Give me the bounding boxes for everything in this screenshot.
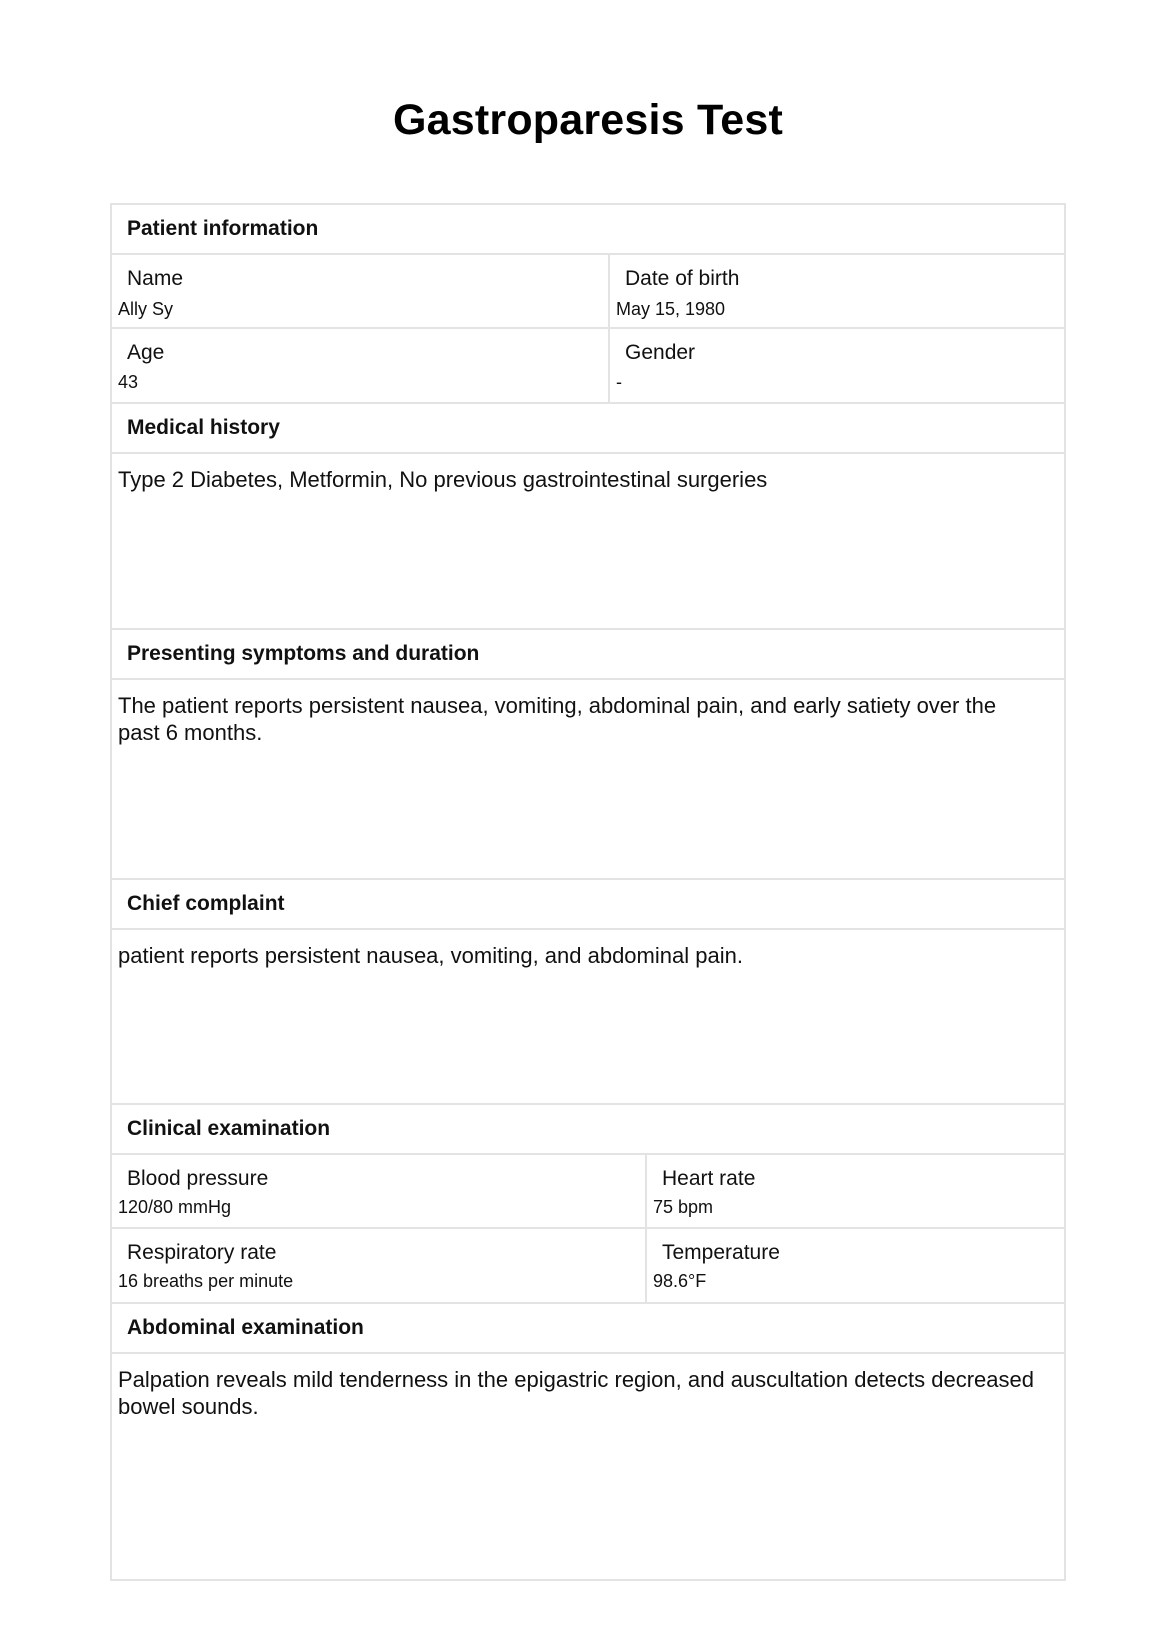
dob-label: Date of birth	[625, 267, 740, 290]
page-title: Gastroparesis Test	[393, 96, 783, 144]
age-label: Age	[127, 341, 165, 364]
respiratory-rate-label: Respiratory rate	[127, 1241, 277, 1264]
blood-pressure-value: 120/80 mmHg	[118, 1197, 232, 1217]
gender-value: -	[616, 372, 622, 392]
presenting-symptoms-text: The patient reports persistent nausea, vomiting, abdominal pain, and early satiety over the past 6 months.	[118, 693, 997, 745]
chief-complaint-text: patient reports persistent nausea, vomiting, and abdominal pain.	[118, 943, 743, 968]
dob-value: May 15, 1980	[616, 299, 726, 319]
respiratory-rate-value: 16 breaths per minute	[118, 1271, 294, 1291]
name-value: Ally Sy	[118, 299, 174, 319]
dob-field[interactable]	[608, 255, 1064, 327]
heart-rate-field[interactable]	[645, 1155, 1064, 1227]
clinical-examination-header: Clinical examination	[112, 1105, 1064, 1155]
heart-rate-value: 75 bpm	[653, 1197, 714, 1217]
medical-history-header: Medical history	[112, 404, 1064, 454]
medical-history-text: Type 2 Diabetes, Metformin, No previous gastrointestinal surgeries	[118, 467, 768, 492]
chief-complaint-header: Chief complaint	[112, 880, 1064, 930]
bp-hr-row	[112, 1155, 1064, 1229]
abdominal-examination-header: Abdominal examination	[112, 1304, 1064, 1354]
gender-label: Gender	[625, 341, 696, 364]
abdominal-examination-text: Palpation reveals mild tenderness in the epigastric region, and auscultation detects decreased bowel sounds.	[118, 1367, 1034, 1419]
abdominal-examination-field[interactable]	[112, 1354, 1064, 1579]
temperature-label: Temperature	[662, 1241, 780, 1264]
presenting-symptoms-field[interactable]	[112, 680, 1064, 880]
temperature-field[interactable]	[645, 1229, 1064, 1302]
name-label: Name	[127, 267, 184, 290]
age-field[interactable]	[112, 329, 608, 402]
gender-field[interactable]	[608, 329, 1064, 402]
name-dob-row	[112, 255, 1064, 329]
age-gender-row	[112, 329, 1064, 404]
blood-pressure-label: Blood pressure	[127, 1167, 269, 1190]
respiratory-rate-field[interactable]	[112, 1229, 645, 1302]
age-value: 43	[118, 372, 139, 392]
presenting-symptoms-header: Presenting symptoms and duration	[112, 630, 1064, 680]
heart-rate-label: Heart rate	[662, 1167, 756, 1190]
chief-complaint-field[interactable]	[112, 930, 1064, 1105]
blood-pressure-field[interactable]	[112, 1155, 645, 1227]
rr-temp-row	[112, 1229, 1064, 1304]
temperature-value: 98.6°F	[653, 1271, 707, 1291]
name-field[interactable]	[112, 255, 608, 327]
gastroparesis-form	[110, 203, 1066, 1581]
medical-history-field[interactable]	[112, 454, 1064, 630]
patient-information-header: Patient information	[112, 205, 1064, 255]
